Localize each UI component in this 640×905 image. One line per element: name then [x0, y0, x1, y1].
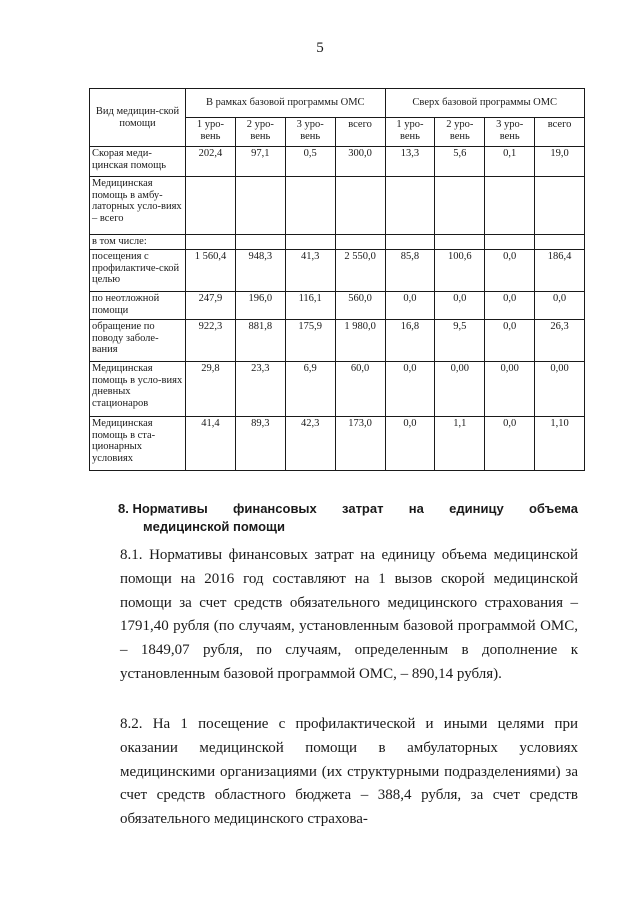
- table-cell: 173,0: [335, 417, 385, 471]
- table-cell: 41,3: [285, 250, 335, 292]
- paragraph-8-2: [88, 713, 578, 832]
- sub-header: 1 уро-вень: [186, 118, 236, 147]
- heading-word: единицу: [449, 501, 504, 516]
- section-heading: [118, 500, 578, 536]
- sub-header: всего: [335, 118, 385, 147]
- table-cell: 16,8: [385, 320, 435, 362]
- table-cell: 6,9: [285, 362, 335, 417]
- table-cell: 41,4: [186, 417, 236, 471]
- column-header-care-type: Вид медицин-ской помощи: [90, 89, 186, 147]
- table-cell: [235, 235, 285, 250]
- table-cell: 1,1: [435, 417, 485, 471]
- page-number: 5: [316, 40, 324, 56]
- table-cell: 23,3: [235, 362, 285, 417]
- row-label: Скорая меди-цинская помощь: [90, 147, 186, 177]
- table-cell: 1 980,0: [335, 320, 385, 362]
- table-cell: [485, 235, 535, 250]
- sub-header: 3 уро-вень: [285, 118, 335, 147]
- table-cell: 0,0: [435, 292, 485, 320]
- table-cell: 19,0: [535, 147, 585, 177]
- heading-line-2: медицинской помощи: [143, 519, 286, 534]
- table-cell: 89,3: [235, 417, 285, 471]
- table-row: [90, 417, 585, 471]
- table-cell: 13,3: [385, 147, 435, 177]
- row-label: Медицинская помощь в амбу-латорных усло-виях – всего: [90, 177, 186, 235]
- row-label: Медицинская помощь в ста-ционарных условиях: [90, 417, 186, 471]
- table-cell: 116,1: [285, 292, 335, 320]
- table-cell: [435, 235, 485, 250]
- table-cell: [285, 235, 335, 250]
- table-cell: 0,00: [485, 362, 535, 417]
- table-cell: 29,8: [186, 362, 236, 417]
- table-cell: 1,10: [535, 417, 585, 471]
- table-cell: 0,0: [385, 362, 435, 417]
- table-cell: 9,5: [435, 320, 485, 362]
- table-cell: 0,0: [485, 250, 535, 292]
- table-row: [90, 292, 585, 320]
- heading-word: на: [408, 501, 424, 516]
- table-cell: 247,9: [186, 292, 236, 320]
- group-header-over-basic: Сверх базовой программы ОМС: [385, 89, 585, 118]
- table-cell: 922,3: [186, 320, 236, 362]
- table-cell: 26,3: [535, 320, 585, 362]
- table-cell: [235, 177, 285, 235]
- table-row: [90, 362, 585, 417]
- heading-word: затрат: [342, 501, 384, 516]
- table-cell: [186, 235, 236, 250]
- table-cell: 300,0: [335, 147, 385, 177]
- table-cell: [485, 177, 535, 235]
- table-cell: 1 560,4: [186, 250, 236, 292]
- table-cell: [385, 235, 435, 250]
- table-cell: 202,4: [186, 147, 236, 177]
- heading-word: объема: [528, 501, 578, 516]
- table-cell: 881,8: [235, 320, 285, 362]
- sub-header: 2 уро-вень: [435, 118, 485, 147]
- table-cell: [535, 235, 585, 250]
- sub-header: 2 уро-вень: [235, 118, 285, 147]
- table-cell: 948,3: [235, 250, 285, 292]
- volume-table: [89, 88, 585, 471]
- sub-header: 1 уро-вень: [385, 118, 435, 147]
- table-cell: 100,6: [435, 250, 485, 292]
- table-cell: 175,9: [285, 320, 335, 362]
- table-cell: 0,0: [385, 292, 435, 320]
- table-row: [90, 320, 585, 362]
- paragraph-text: 8.2. На 1 посещение с профилактической и иными целями при оказании медицинской помощи в амбулаторных условиях медицинскими организациями (их структурными подразделениями) за счет средств областного бюджета – 388,4 рубля, за счет средств обязательного медицинского страхова-: [120, 716, 578, 828]
- table-cell: 0,0: [485, 417, 535, 471]
- row-label: посещения с профилактиче-ской целью: [90, 250, 186, 292]
- table-row: [90, 250, 585, 292]
- table-cell: 60,0: [335, 362, 385, 417]
- row-label: в том числе:: [90, 235, 186, 250]
- sub-header: 3 уро-вень: [485, 118, 535, 147]
- table-cell: 0,00: [535, 362, 585, 417]
- table-cell: 560,0: [335, 292, 385, 320]
- table-cell: 186,4: [535, 250, 585, 292]
- table-row: [90, 177, 585, 235]
- table-cell: 196,0: [235, 292, 285, 320]
- table-cell: 97,1: [235, 147, 285, 177]
- table-cell: 0,0: [385, 417, 435, 471]
- table-cell: [535, 177, 585, 235]
- table-cell: 85,8: [385, 250, 435, 292]
- table-cell: [285, 177, 335, 235]
- table-row: [90, 235, 585, 250]
- table-cell: 42,3: [285, 417, 335, 471]
- table-cell: 0,0: [485, 292, 535, 320]
- table-cell: 0,00: [435, 362, 485, 417]
- table-cell: [435, 177, 485, 235]
- table-cell: [335, 177, 385, 235]
- row-label: Медицинская помощь в усло-виях дневных стационаров: [90, 362, 186, 417]
- table-cell: 0,1: [485, 147, 535, 177]
- table-cell: [186, 177, 236, 235]
- table-cell: 0,5: [285, 147, 335, 177]
- table-cell: 0,0: [485, 320, 535, 362]
- table-cell: 0,0: [535, 292, 585, 320]
- row-label: по неотложной помощи: [90, 292, 186, 320]
- sub-header: всего: [535, 118, 585, 147]
- heading-word: 8. Нормативы: [118, 501, 208, 516]
- table-cell: [335, 235, 385, 250]
- table-cell: [385, 177, 435, 235]
- table-row: [90, 147, 585, 177]
- row-label: обращение по поводу заболе-вания: [90, 320, 186, 362]
- paragraph-8-1: [88, 544, 578, 687]
- group-header-basic: В рамках базовой программы ОМС: [186, 89, 386, 118]
- heading-word: финансовых: [232, 501, 317, 516]
- paragraph-text: 8.1. Нормативы финансовых затрат на единицу объема медицинской помощи на 2016 год составляют на 1 вызов скорой медицинской помощи за счет средств обязательного медицинского страхования – 1791,40 рубля (по случаям, установленным базовой программой ОМС, – 1849,07 рубля, по случаям, определенным в дополнение к установленным базовой программой ОМС, – 890,14 рубля).: [120, 547, 578, 682]
- table-cell: 5,6: [435, 147, 485, 177]
- table-cell: 2 550,0: [335, 250, 385, 292]
